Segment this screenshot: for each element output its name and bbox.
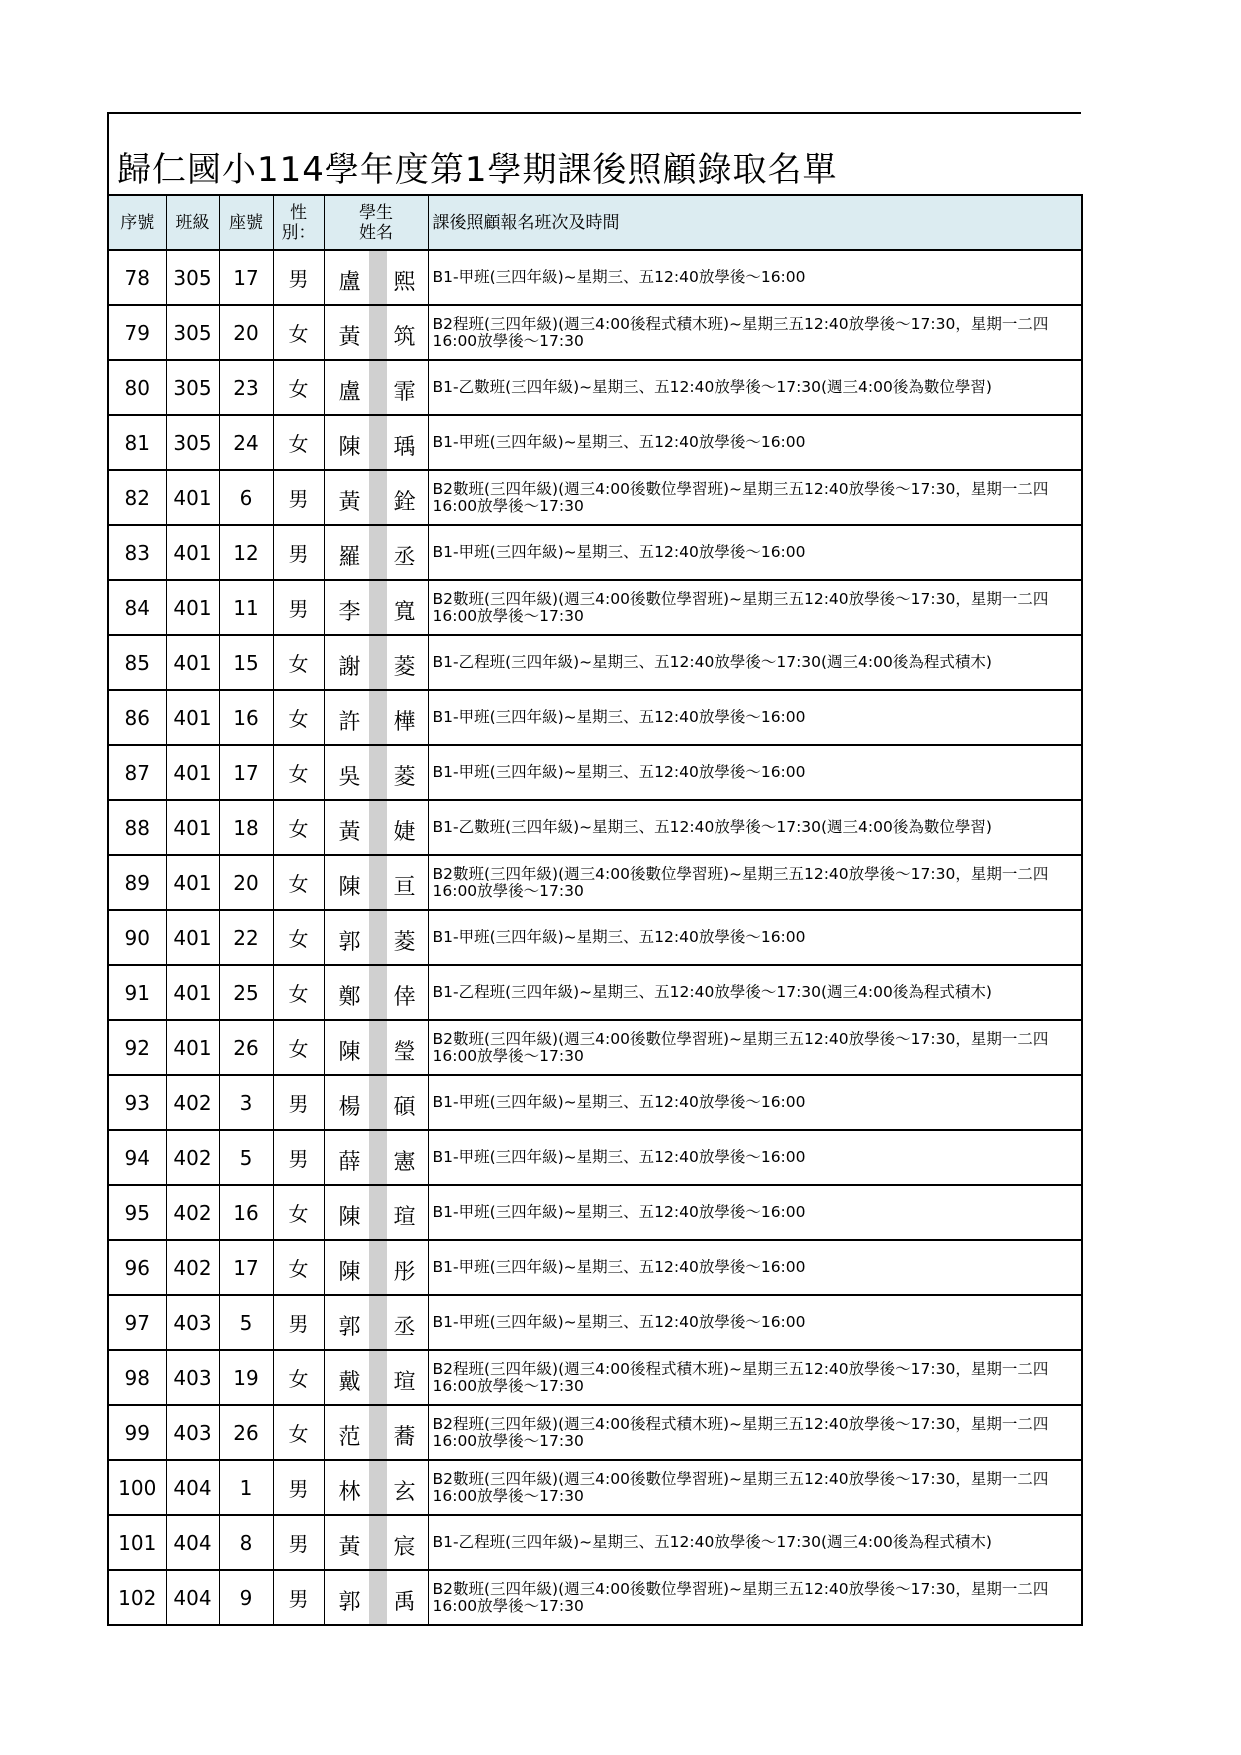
name-cell: [324, 1240, 428, 1295]
redaction-mask: [369, 966, 387, 1019]
table-row: [108, 910, 1082, 965]
redaction-mask: [369, 801, 387, 854]
gender-cell: 女: [273, 800, 324, 855]
given-name: 憲: [393, 1150, 416, 1175]
name-cell: [324, 525, 428, 580]
seat-cell: 24: [219, 415, 273, 470]
gender-cell: 女: [273, 305, 324, 360]
schedule-cell: B2程班(三四年級)(週三4:00後程式積木班)~星期三五12:40放學後～17:30，星期一二四16:00放學後～17:30: [428, 305, 1082, 360]
class-cell: 401: [166, 470, 219, 525]
class-cell: 404: [166, 1515, 219, 1570]
gender-cell: 女: [273, 745, 324, 800]
name-cell: [324, 1405, 428, 1460]
given-name: 蕎: [393, 1425, 416, 1450]
class-cell: 402: [166, 1240, 219, 1295]
name-cell: [324, 1570, 428, 1625]
given-name: 菱: [393, 930, 416, 955]
table-row: [108, 1075, 1082, 1130]
given-name: 亘: [393, 875, 416, 900]
seq-cell: 91: [108, 965, 166, 1020]
gender-cell: 男: [273, 1570, 324, 1625]
table-row: [108, 635, 1082, 690]
gender-cell: 男: [273, 1130, 324, 1185]
name-cell: [324, 470, 428, 525]
table-row: [108, 1020, 1082, 1075]
surname: 陳: [338, 1260, 361, 1285]
given-name: 禹: [393, 1590, 416, 1615]
class-cell: 401: [166, 690, 219, 745]
name-cell: [324, 1515, 428, 1570]
schedule-cell: B2數班(三四年級)(週三4:00後數位學習班)~星期三五12:40放學後～17:30，星期一二四16:00放學後～17:30: [428, 470, 1082, 525]
seq-cell: 99: [108, 1405, 166, 1460]
seat-cell: 11: [219, 580, 273, 635]
seq-cell: 102: [108, 1570, 166, 1625]
class-cell: 401: [166, 910, 219, 965]
class-cell: 403: [166, 1405, 219, 1460]
redaction-mask: [369, 911, 387, 964]
seq-cell: 97: [108, 1295, 166, 1350]
redaction-mask: [369, 1406, 387, 1459]
gender-cell: 女: [273, 360, 324, 415]
table-row: [108, 1185, 1082, 1240]
class-cell: 305: [166, 415, 219, 470]
redaction-mask: [369, 526, 387, 579]
seq-cell: 87: [108, 745, 166, 800]
given-name: 瑩: [393, 1040, 416, 1065]
gender-cell: 女: [273, 690, 324, 745]
table-row: [108, 580, 1082, 635]
table-row: [108, 855, 1082, 910]
redaction-mask: [369, 1461, 387, 1514]
header-seq: 序號: [108, 195, 166, 250]
gender-cell: 男: [273, 1075, 324, 1130]
class-cell: 401: [166, 635, 219, 690]
redaction-mask: [369, 1186, 387, 1239]
gender-cell: 女: [273, 635, 324, 690]
given-name: 筑: [393, 325, 416, 350]
schedule-cell: B1-甲班(三四年級)~星期三、五12:40放學後～16:00: [428, 1075, 1082, 1130]
schedule-cell: B2數班(三四年級)(週三4:00後數位學習班)~星期三五12:40放學後～17:30，星期一二四16:00放學後～17:30: [428, 855, 1082, 910]
surname: 鄭: [338, 985, 361, 1010]
table-row: [108, 525, 1082, 580]
given-name: 熙: [393, 270, 416, 295]
schedule-cell: B2程班(三四年級)(週三4:00後程式積木班)~星期三五12:40放學後～17:30，星期一二四16:00放學後～17:30: [428, 1405, 1082, 1460]
redaction-mask: [369, 636, 387, 689]
seq-cell: 84: [108, 580, 166, 635]
table-row: [108, 470, 1082, 525]
redaction-mask: [369, 1296, 387, 1349]
surname: 陳: [338, 875, 361, 900]
seat-cell: 16: [219, 690, 273, 745]
seq-cell: 94: [108, 1130, 166, 1185]
seat-cell: 8: [219, 1515, 273, 1570]
schedule-cell: B1-甲班(三四年級)~星期三、五12:40放學後～16:00: [428, 690, 1082, 745]
gender-cell: 女: [273, 1240, 324, 1295]
class-cell: 305: [166, 250, 219, 305]
table-row: [108, 965, 1082, 1020]
schedule-cell: B1-甲班(三四年級)~星期三、五12:40放學後～16:00: [428, 1240, 1082, 1295]
name-cell: [324, 745, 428, 800]
seq-cell: 88: [108, 800, 166, 855]
table-row: [108, 1295, 1082, 1350]
class-cell: 404: [166, 1570, 219, 1625]
seat-cell: 5: [219, 1130, 273, 1185]
surname: 郭: [338, 1315, 361, 1340]
surname: 陳: [338, 435, 361, 460]
surname: 楊: [338, 1095, 361, 1120]
left-border: [107, 112, 109, 194]
gender-cell: 女: [273, 1350, 324, 1405]
schedule-cell: B2數班(三四年級)(週三4:00後數位學習班)~星期三五12:40放學後～17:30，星期一二四16:00放學後～17:30: [428, 1020, 1082, 1075]
gender-cell: 男: [273, 1460, 324, 1515]
schedule-cell: B1-乙數班(三四年級)~星期三、五12:40放學後～17:30(週三4:00後為數位學習): [428, 360, 1082, 415]
table-row: [108, 1405, 1082, 1460]
seat-cell: 9: [219, 1570, 273, 1625]
redaction-mask: [369, 581, 387, 634]
seq-cell: 79: [108, 305, 166, 360]
seq-cell: 89: [108, 855, 166, 910]
class-cell: 305: [166, 305, 219, 360]
given-name: 霏: [393, 380, 416, 405]
redaction-mask: [369, 1351, 387, 1404]
gender-cell: 男: [273, 580, 324, 635]
surname: 盧: [338, 380, 361, 405]
top-border: [107, 112, 1081, 114]
page-title: 歸仁國小114學年度第1學期課後照顧錄取名單: [117, 150, 838, 190]
given-name: 丞: [393, 545, 416, 570]
class-cell: 402: [166, 1185, 219, 1240]
class-cell: 401: [166, 745, 219, 800]
name-cell: [324, 635, 428, 690]
seat-cell: 6: [219, 470, 273, 525]
surname: 黃: [338, 325, 361, 350]
class-cell: 402: [166, 1130, 219, 1185]
table-row: [108, 1460, 1082, 1515]
seq-cell: 85: [108, 635, 166, 690]
seat-cell: 3: [219, 1075, 273, 1130]
class-cell: 401: [166, 855, 219, 910]
name-cell: [324, 690, 428, 745]
class-cell: 402: [166, 1075, 219, 1130]
surname: 李: [338, 600, 361, 625]
schedule-cell: B1-乙程班(三四年級)~星期三、五12:40放學後～17:30(週三4:00後為程式積木): [428, 965, 1082, 1020]
seq-cell: 101: [108, 1515, 166, 1570]
table-row: [108, 800, 1082, 855]
schedule-cell: B1-甲班(三四年級)~星期三、五12:40放學後～16:00: [428, 1130, 1082, 1185]
name-cell: [324, 415, 428, 470]
redaction-mask: [369, 1076, 387, 1129]
redaction-mask: [369, 1021, 387, 1074]
given-name: 婕: [393, 820, 416, 845]
seq-cell: 93: [108, 1075, 166, 1130]
surname: 范: [338, 1425, 361, 1450]
table-row: [108, 1240, 1082, 1295]
table-row: [108, 1130, 1082, 1185]
class-cell: 305: [166, 360, 219, 415]
seat-cell: 17: [219, 1240, 273, 1295]
seq-cell: 92: [108, 1020, 166, 1075]
class-cell: 401: [166, 1020, 219, 1075]
surname: 黃: [338, 820, 361, 845]
seq-cell: 98: [108, 1350, 166, 1405]
seat-cell: 5: [219, 1295, 273, 1350]
given-name: 瑄: [393, 1370, 416, 1395]
name-cell: [324, 1460, 428, 1515]
schedule-cell: B1-甲班(三四年級)~星期三、五12:40放學後～16:00: [428, 910, 1082, 965]
schedule-cell: B1-甲班(三四年級)~星期三、五12:40放學後～16:00: [428, 1185, 1082, 1240]
header-schedule: 課後照顧報名班次及時間: [428, 195, 1082, 250]
surname: 盧: [338, 270, 361, 295]
gender-cell: 男: [273, 525, 324, 580]
header-gender: 性別：: [273, 195, 324, 250]
redaction-mask: [369, 856, 387, 909]
roster-body: [108, 250, 1082, 1625]
redaction-mask: [369, 1241, 387, 1294]
header-row: [108, 195, 1082, 250]
roster-table: [107, 194, 1083, 1626]
redaction-mask: [369, 251, 387, 304]
table-row: [108, 360, 1082, 415]
given-name: 瑀: [393, 435, 416, 460]
given-name: 丞: [393, 1315, 416, 1340]
gender-cell: 男: [273, 1515, 324, 1570]
name-cell: [324, 1075, 428, 1130]
seq-cell: 81: [108, 415, 166, 470]
seat-cell: 15: [219, 635, 273, 690]
seq-cell: 100: [108, 1460, 166, 1515]
seat-cell: 23: [219, 360, 273, 415]
seat-cell: 22: [219, 910, 273, 965]
gender-cell: 女: [273, 1185, 324, 1240]
seq-cell: 95: [108, 1185, 166, 1240]
seat-cell: 19: [219, 1350, 273, 1405]
gender-cell: 女: [273, 965, 324, 1020]
surname: 許: [338, 710, 361, 735]
name-cell: [324, 1130, 428, 1185]
given-name: 碩: [393, 1095, 416, 1120]
name-cell: [324, 1020, 428, 1075]
seat-cell: 1: [219, 1460, 273, 1515]
seat-cell: 26: [219, 1405, 273, 1460]
seat-cell: 17: [219, 250, 273, 305]
table-row: [108, 415, 1082, 470]
redaction-mask: [369, 471, 387, 524]
seat-cell: 17: [219, 745, 273, 800]
redaction-mask: [369, 416, 387, 469]
seat-cell: 18: [219, 800, 273, 855]
seat-cell: 26: [219, 1020, 273, 1075]
gender-cell: 女: [273, 855, 324, 910]
surname: 謝: [338, 655, 361, 680]
seat-cell: 16: [219, 1185, 273, 1240]
redaction-mask: [369, 306, 387, 359]
seq-cell: 83: [108, 525, 166, 580]
surname: 黃: [338, 490, 361, 515]
name-cell: [324, 580, 428, 635]
class-cell: 403: [166, 1350, 219, 1405]
schedule-cell: B1-甲班(三四年級)~星期三、五12:40放學後～16:00: [428, 1295, 1082, 1350]
given-name: 彤: [393, 1260, 416, 1285]
gender-cell: 男: [273, 250, 324, 305]
redaction-mask: [369, 361, 387, 414]
given-name: 銓: [393, 490, 416, 515]
schedule-cell: B1-乙數班(三四年級)~星期三、五12:40放學後～17:30(週三4:00後為數位學習): [428, 800, 1082, 855]
name-cell: [324, 1185, 428, 1240]
redaction-mask: [369, 746, 387, 799]
seq-cell: 86: [108, 690, 166, 745]
schedule-cell: B2數班(三四年級)(週三4:00後數位學習班)~星期三五12:40放學後～17:30，星期一二四16:00放學後～17:30: [428, 1460, 1082, 1515]
schedule-cell: B1-甲班(三四年級)~星期三、五12:40放學後～16:00: [428, 415, 1082, 470]
name-cell: [324, 855, 428, 910]
gender-cell: 男: [273, 1295, 324, 1350]
seq-cell: 82: [108, 470, 166, 525]
schedule-cell: B2數班(三四年級)(週三4:00後數位學習班)~星期三五12:40放學後～17:30，星期一二四16:00放學後～17:30: [428, 1570, 1082, 1625]
seat-cell: 20: [219, 305, 273, 360]
name-cell: [324, 910, 428, 965]
given-name: 玄: [393, 1480, 416, 1505]
gender-cell: 女: [273, 1020, 324, 1075]
given-name: 寬: [393, 600, 416, 625]
redaction-mask: [369, 1131, 387, 1184]
seq-cell: 96: [108, 1240, 166, 1295]
redaction-mask: [369, 691, 387, 744]
seq-cell: 80: [108, 360, 166, 415]
seat-cell: 20: [219, 855, 273, 910]
surname: 薛: [338, 1150, 361, 1175]
redaction-mask: [369, 1516, 387, 1569]
class-cell: 401: [166, 800, 219, 855]
seq-cell: 90: [108, 910, 166, 965]
surname: 郭: [338, 1590, 361, 1615]
name-cell: [324, 250, 428, 305]
table-row: [108, 305, 1082, 360]
schedule-cell: B1-乙程班(三四年級)~星期三、五12:40放學後～17:30(週三4:00後為程式積木): [428, 635, 1082, 690]
surname: 吳: [338, 765, 361, 790]
class-cell: 403: [166, 1295, 219, 1350]
gender-cell: 男: [273, 470, 324, 525]
seat-cell: 25: [219, 965, 273, 1020]
class-cell: 401: [166, 965, 219, 1020]
table-row: [108, 1570, 1082, 1625]
name-cell: [324, 1350, 428, 1405]
gender-cell: 女: [273, 415, 324, 470]
name-cell: [324, 305, 428, 360]
seat-cell: 12: [219, 525, 273, 580]
gender-cell: 女: [273, 1405, 324, 1460]
name-cell: [324, 1295, 428, 1350]
schedule-cell: B1-甲班(三四年級)~星期三、五12:40放學後～16:00: [428, 525, 1082, 580]
given-name: 倖: [393, 985, 416, 1010]
surname: 郭: [338, 930, 361, 955]
schedule-cell: B1-甲班(三四年級)~星期三、五12:40放學後～16:00: [428, 745, 1082, 800]
class-cell: 401: [166, 580, 219, 635]
class-cell: 404: [166, 1460, 219, 1515]
surname: 林: [338, 1480, 361, 1505]
table-row: [108, 690, 1082, 745]
surname: 陳: [338, 1205, 361, 1230]
table-row: [108, 1350, 1082, 1405]
name-cell: [324, 965, 428, 1020]
name-cell: [324, 800, 428, 855]
surname: 陳: [338, 1040, 361, 1065]
given-name: 瑄: [393, 1205, 416, 1230]
schedule-cell: B1-乙程班(三四年級)~星期三、五12:40放學後～17:30(週三4:00後為程式積木): [428, 1515, 1082, 1570]
given-name: 樺: [393, 710, 416, 735]
class-cell: 401: [166, 525, 219, 580]
given-name: 菱: [393, 655, 416, 680]
table-row: [108, 250, 1082, 305]
surname: 黃: [338, 1535, 361, 1560]
header-name: 學生姓名: [324, 195, 428, 250]
schedule-cell: B2數班(三四年級)(週三4:00後數位學習班)~星期三五12:40放學後～17:30，星期一二四16:00放學後～17:30: [428, 580, 1082, 635]
header-class: 班級: [166, 195, 219, 250]
given-name: 菱: [393, 765, 416, 790]
header-seat: 座號: [219, 195, 273, 250]
table-row: [108, 1515, 1082, 1570]
surname: 羅: [338, 545, 361, 570]
table-row: [108, 745, 1082, 800]
schedule-cell: B1-甲班(三四年級)~星期三、五12:40放學後～16:00: [428, 250, 1082, 305]
redaction-mask: [369, 1571, 387, 1624]
given-name: 宸: [393, 1535, 416, 1560]
gender-cell: 女: [273, 910, 324, 965]
name-cell: [324, 360, 428, 415]
seq-cell: 78: [108, 250, 166, 305]
schedule-cell: B2程班(三四年級)(週三4:00後程式積木班)~星期三五12:40放學後～17:30，星期一二四16:00放學後～17:30: [428, 1350, 1082, 1405]
surname: 戴: [338, 1370, 361, 1395]
